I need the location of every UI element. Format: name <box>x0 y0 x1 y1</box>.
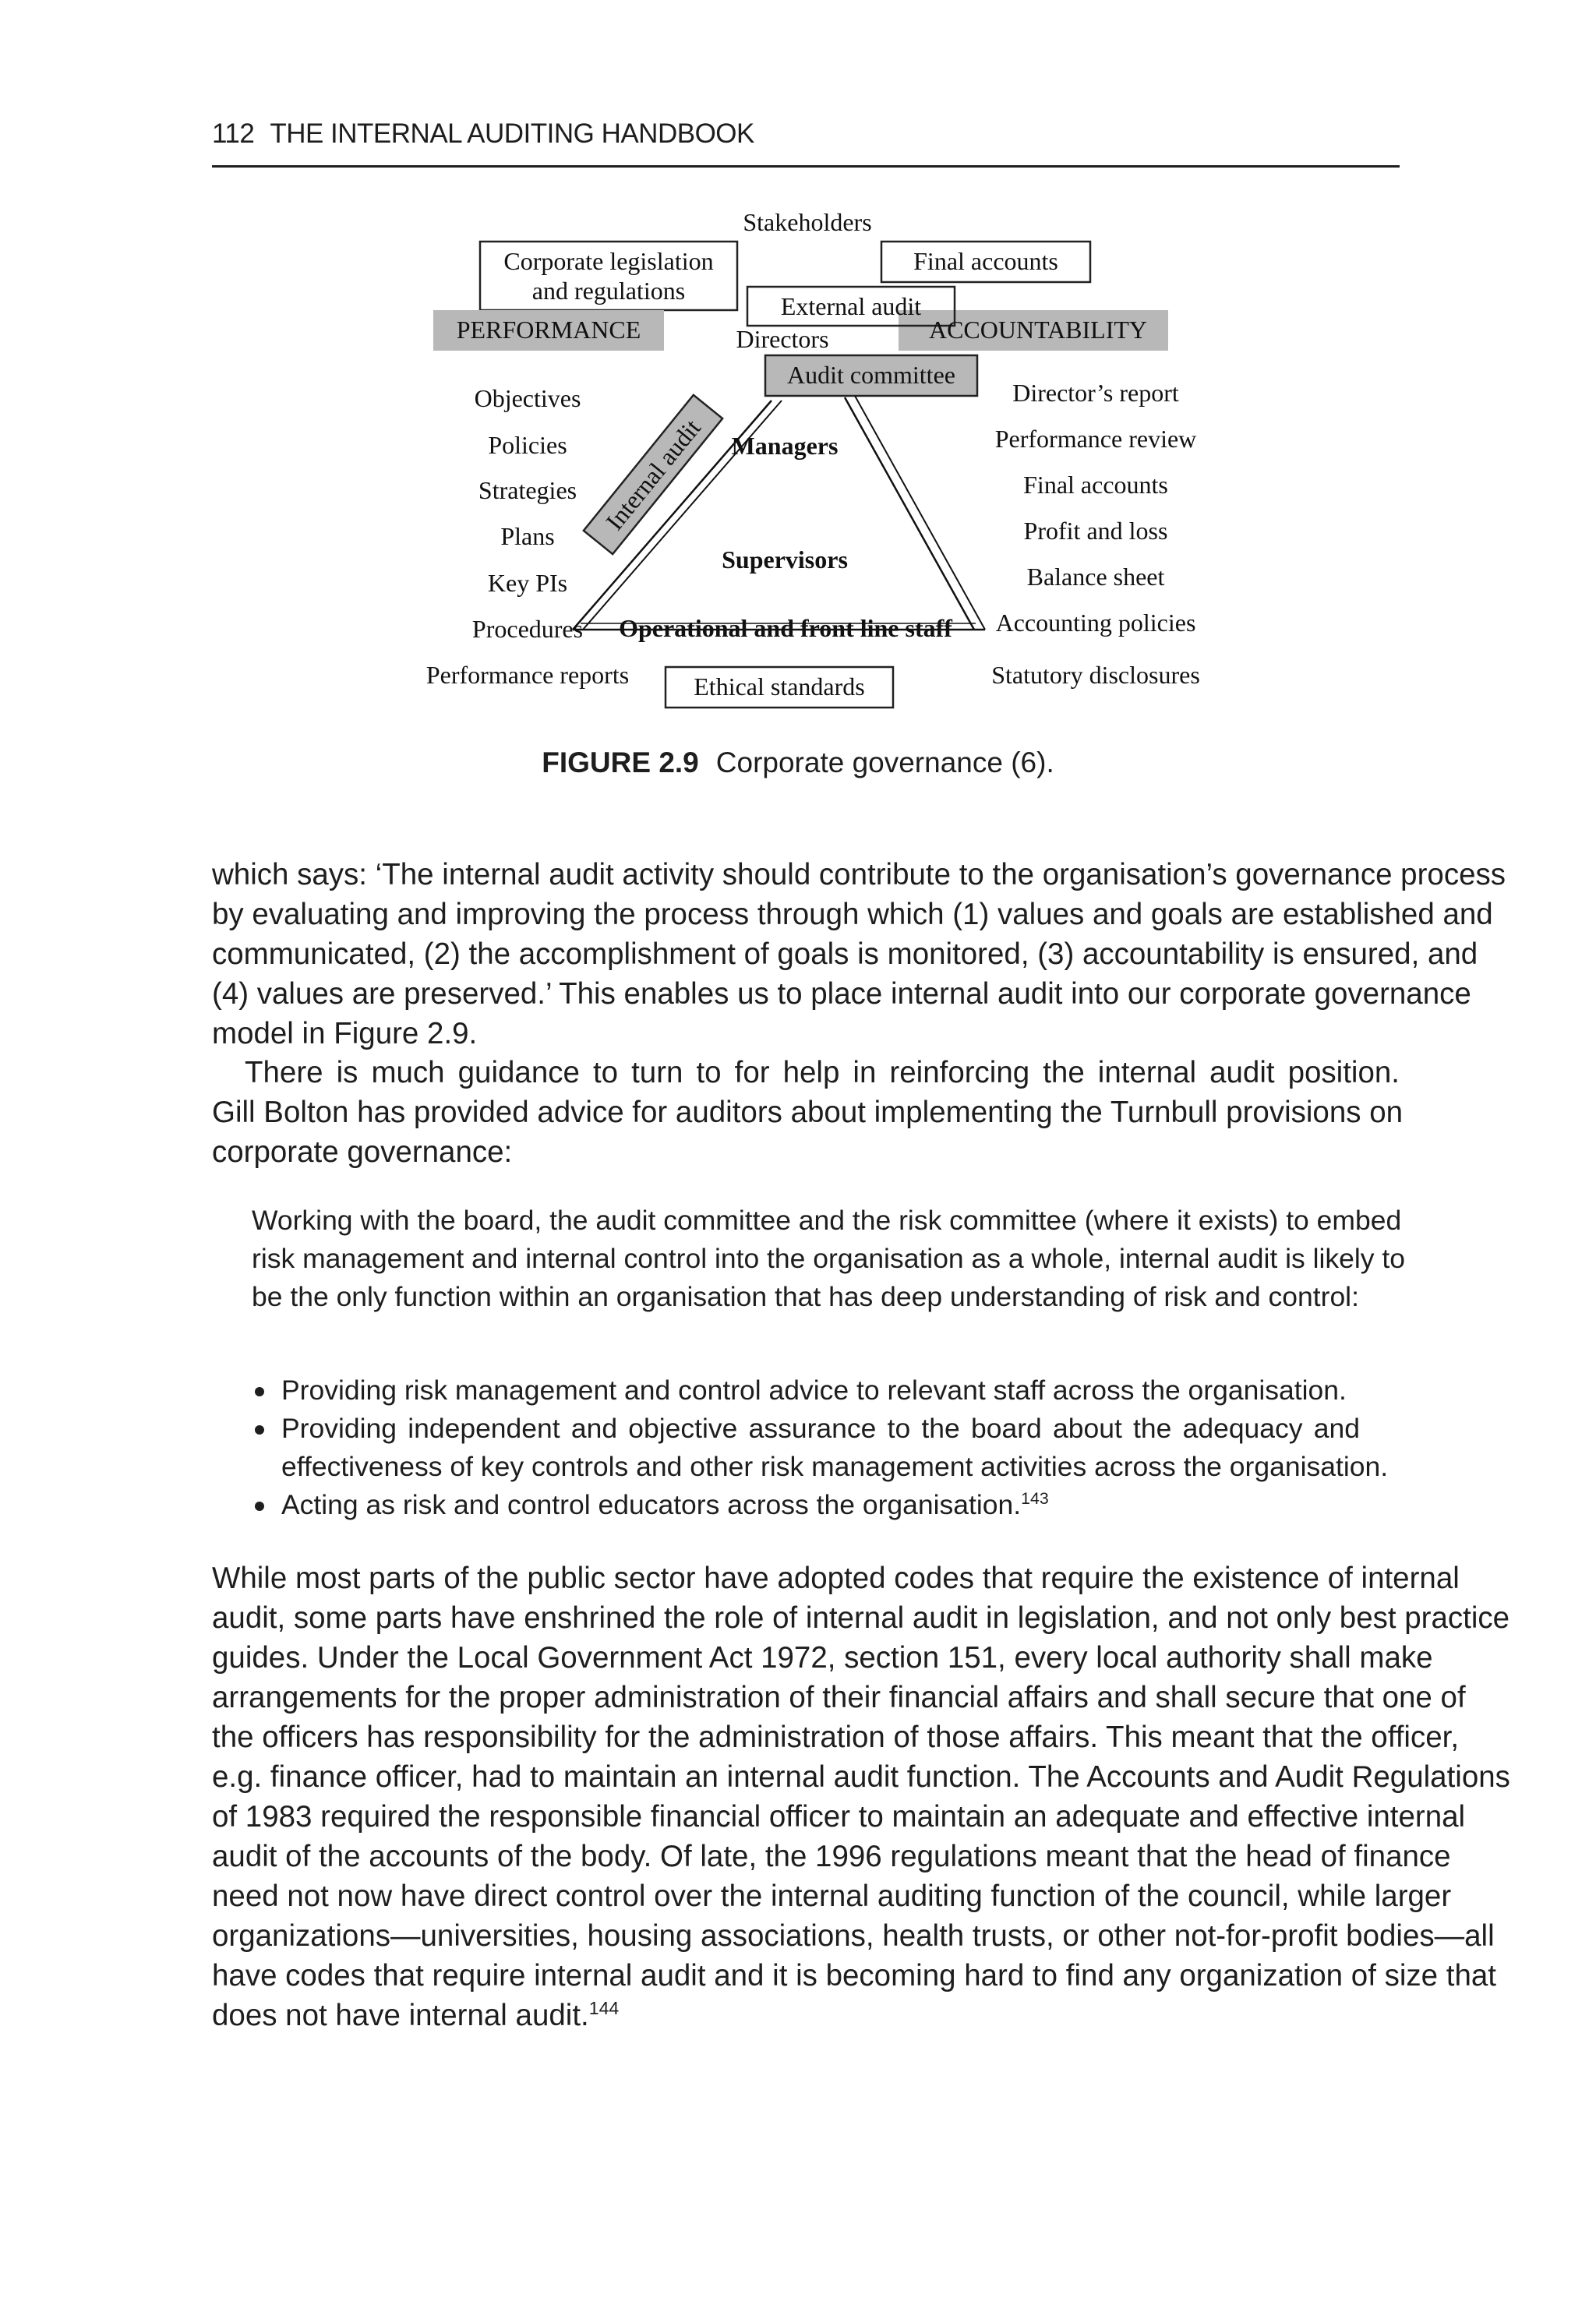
paragraph-1 <box>212 855 1506 1054</box>
bullet-icon <box>255 1387 264 1396</box>
text-line: audit, some parts have enshrined the role of internal audit in legislation, and not only best practice <box>212 1601 1510 1635</box>
text-line: have codes that require internal audit and it is becoming hard to find any organization of size that <box>212 1959 1496 1993</box>
bullet-icon <box>255 1502 264 1511</box>
figure-caption-text: Corporate governance (6). <box>715 747 1054 778</box>
footnote-ref: 143 <box>1021 1489 1049 1509</box>
bullet-text: effectiveness of key controls and other risk management activities across the organisation. <box>281 1451 1389 1482</box>
left-item: Performance reports <box>425 661 630 689</box>
external-audit-label: External audit <box>780 292 922 320</box>
text-line: by evaluating and improving the process through which (1) values and goals are established and <box>212 898 1493 931</box>
text-line: arrangements for the proper administration of their financial affairs and shall secure that one of <box>212 1681 1466 1714</box>
footnote-ref: 144 <box>588 1998 620 2019</box>
block-quote <box>252 1202 1405 1316</box>
managers-label: Managers <box>731 432 839 460</box>
text-line: Working with the board, the audit committee and the risk committee (where it exists) to embed <box>252 1205 1402 1236</box>
corporate-legislation-line2: and regulations <box>531 277 686 305</box>
text-line: corporate governance: <box>212 1135 513 1169</box>
bullet-text: Providing independent and objective assurance to the board about the adequacy and <box>281 1413 1360 1444</box>
text-line: the officers has responsibility for the administration of those affairs. This meant that the officer, <box>212 1721 1460 1754</box>
text-line: While most parts of the public sector have adopted codes that require the existence of internal <box>212 1562 1460 1595</box>
paragraph-2 <box>212 1053 1404 1172</box>
ethical-standards-label: Ethical standards <box>694 672 865 701</box>
text-line: e.g. finance officer, had to maintain an internal audit function. The Accounts and Audit Regulations <box>212 1760 1510 1794</box>
list-item <box>252 1410 1389 1486</box>
left-item: Objectives <box>474 384 581 412</box>
text-line: Gill Bolton has provided advice for auditors about implementing the Turnbull provisions on <box>212 1096 1404 1129</box>
left-item: Plans <box>500 522 555 550</box>
bullet-list <box>252 1371 1389 1524</box>
list-item <box>252 1486 1360 1524</box>
final-accounts-box-label: Final accounts <box>913 247 1058 275</box>
page-number: 112 <box>212 118 255 149</box>
bullet-icon <box>255 1425 264 1435</box>
accountability-label: ACCOUNTABILITY <box>928 316 1148 344</box>
figure-caption <box>0 747 1596 779</box>
directors-label: Directors <box>736 325 829 353</box>
text-line: communicated, (2) the accomplishment of goals is monitored, (3) accountability is ensured, and <box>212 937 1478 971</box>
right-item: Final accounts <box>1023 471 1168 499</box>
bullet-text: Acting as risk and control educators across the organisation. <box>281 1489 1022 1520</box>
text-line: of 1983 required the responsible financial officer to maintain an adequate and effective internal <box>212 1800 1466 1834</box>
text-line: need not now have direct control over the internal auditing function of the council, while larger <box>212 1880 1452 1913</box>
corporate-legislation-line1: Corporate legislation <box>503 247 714 275</box>
internal-audit-box <box>584 395 722 554</box>
left-item: Strategies <box>478 476 577 504</box>
figure-diagram <box>0 0 1596 779</box>
text-line: (4) values are preserved.’ This enables us to place internal audit into our corporate governance <box>212 977 1471 1011</box>
left-item: Procedures <box>471 615 584 643</box>
figure-label: FIGURE 2.9 <box>542 747 699 778</box>
stakeholders-label: Stakeholders <box>743 208 872 236</box>
text-line: risk management and internal control into the organisation as a whole, internal audit is likely to <box>252 1243 1405 1274</box>
list-item <box>252 1371 1360 1410</box>
right-item: Director’s report <box>1012 379 1179 407</box>
bullet-text: Providing risk management and control advice to relevant staff across the organisation. <box>281 1375 1347 1406</box>
text-line: guides. Under the Local Government Act 1972, section 151, every local authority shall make <box>212 1641 1433 1675</box>
text-line: model in Figure 2.9. <box>212 1017 478 1050</box>
text-line: does not have internal audit. <box>212 1999 589 2032</box>
left-item: Policies <box>488 431 567 459</box>
triangle-right-edge <box>845 397 974 630</box>
left-item: Key PIs <box>487 569 568 597</box>
text-line: audit of the accounts of the body. Of late, the 1996 regulations meant that the head of finance <box>212 1840 1451 1873</box>
book-title: THE INTERNAL AUDITING HANDBOOK <box>270 118 754 149</box>
right-item: Profit and loss <box>1023 517 1168 545</box>
text-line: be the only function within an organisation that has deep understanding of risk and control: <box>252 1281 1359 1312</box>
text-line: organizations—universities, housing associations, health trusts, or other not-for-profit bodies—all <box>212 1919 1495 1953</box>
text-line: which says: ‘The internal audit activity should contribute to the organisation’s governance process <box>212 858 1506 891</box>
right-item: Accounting policies <box>995 609 1196 637</box>
internal-audit-label: Internal audit <box>600 414 706 535</box>
text-line: There is much guidance to turn to for help in reinforcing the internal audit position. <box>245 1056 1400 1089</box>
operational-staff-label: Operational and front line staff <box>619 614 952 642</box>
right-item: Performance review <box>994 425 1197 453</box>
performance-label: PERFORMANCE <box>456 316 641 344</box>
supervisors-label: Supervisors <box>722 545 848 574</box>
right-item: Balance sheet <box>1026 563 1165 591</box>
paragraph-3 <box>212 1558 1510 2035</box>
right-item: Statutory disclosures <box>991 661 1200 689</box>
corporate-governance-figure <box>0 0 1596 779</box>
audit-committee-label: Audit committee <box>787 361 955 389</box>
